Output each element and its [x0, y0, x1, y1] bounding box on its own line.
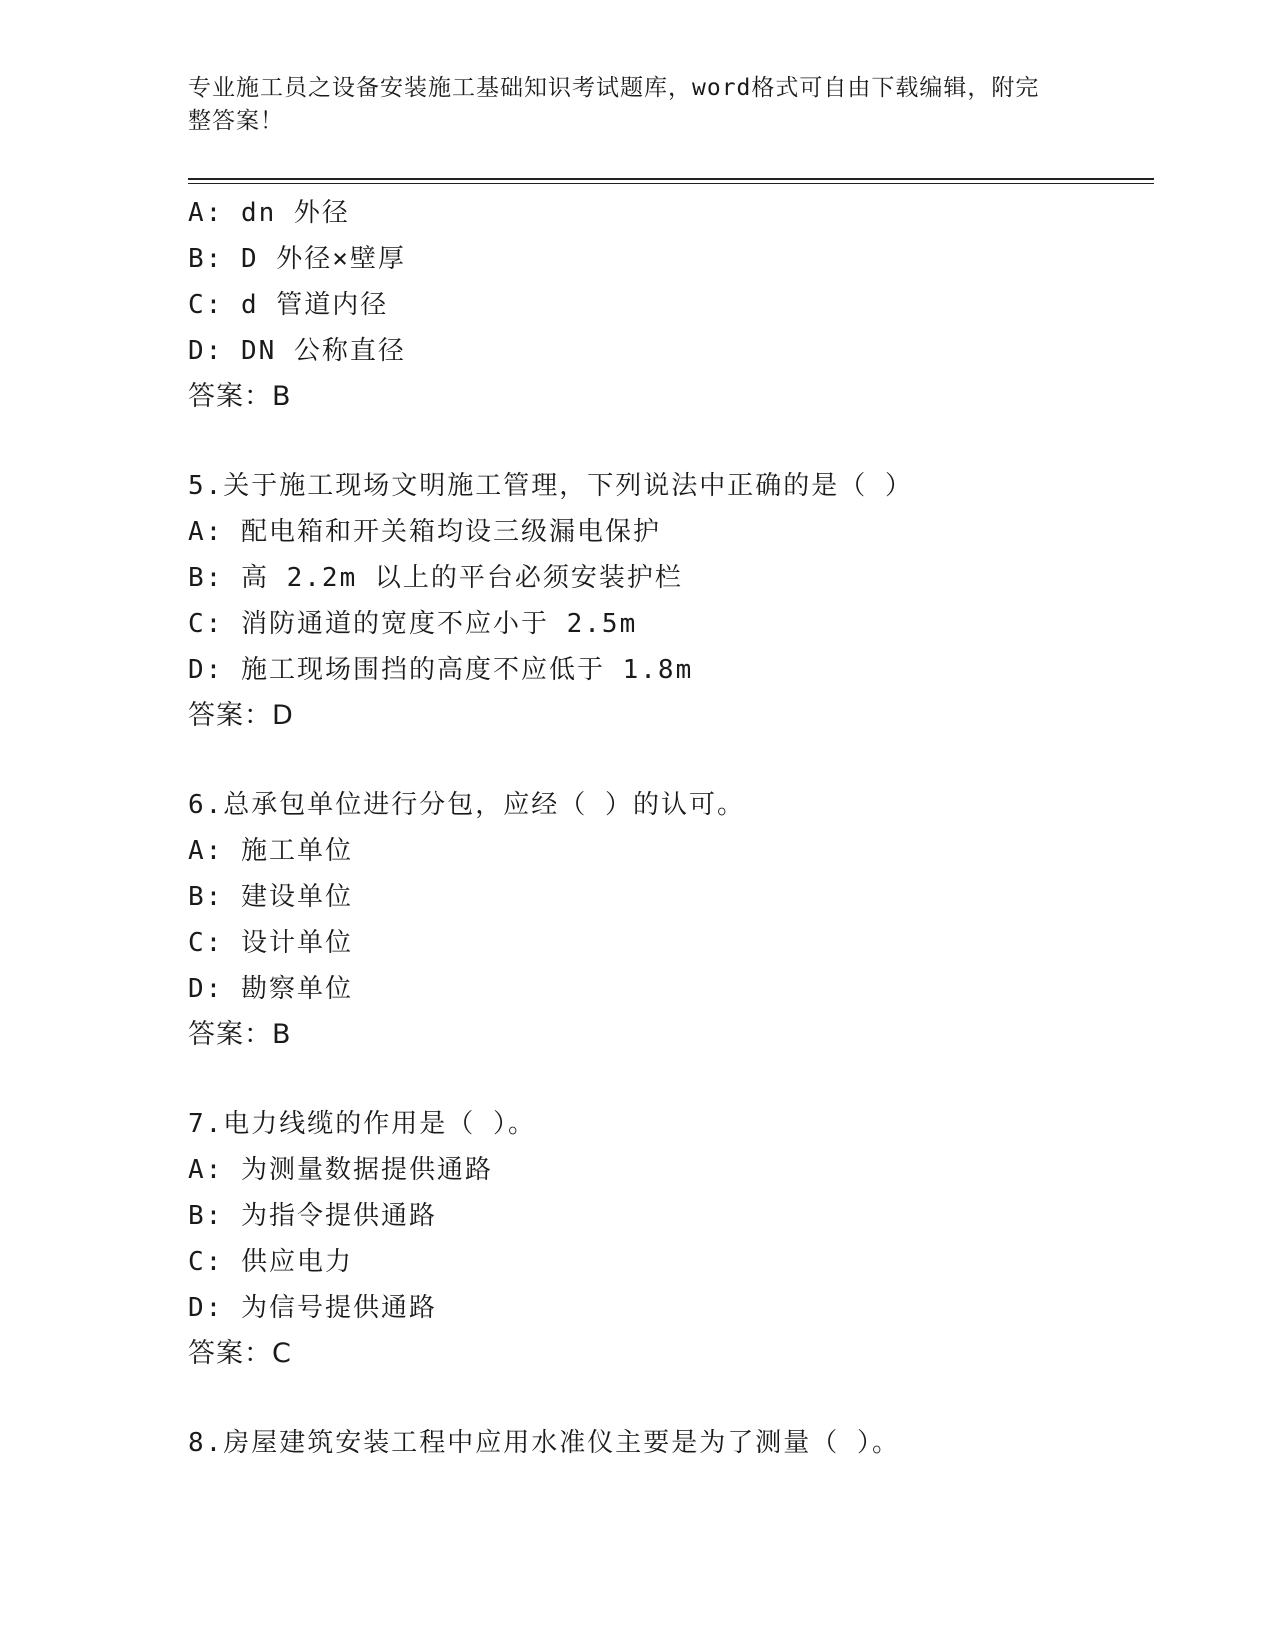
spacer	[188, 739, 1148, 782]
option-b: B: 为指令提供通路	[188, 1201, 437, 1231]
header-rule-thick	[188, 178, 1154, 180]
question-list	[188, 190, 1148, 1466]
option-c: C: d 管道内径	[188, 290, 389, 320]
question-8	[188, 1420, 1148, 1466]
question-7	[188, 1101, 1148, 1377]
option-a: A: 施工单位	[188, 836, 353, 866]
question-5	[188, 463, 1148, 739]
spacer	[188, 420, 1148, 463]
question-text: 8.房屋建筑安装工程中应用水准仪主要是为了测量（ ）。	[188, 1428, 900, 1458]
option-b: B: 建设单位	[188, 882, 353, 912]
answer: 答案：B	[188, 381, 292, 412]
option-d: D: 施工现场围挡的高度不应低于 1.8m	[188, 655, 694, 685]
option-c: C: 设计单位	[188, 928, 353, 958]
question-6	[188, 782, 1148, 1058]
option-b: B: 高 2.2m 以上的平台必须安装护栏	[188, 563, 683, 593]
option-a: A: dn 外径	[188, 198, 350, 228]
option-c: C: 消防通道的宽度不应小于 2.5m	[188, 609, 638, 639]
option-b: B: D 外径×壁厚	[188, 244, 406, 274]
question-text: 5.关于施工现场文明施工管理，下列说法中正确的是（ ）	[188, 471, 913, 501]
document-header	[188, 72, 1078, 138]
option-d: D: DN 公称直径	[188, 336, 406, 366]
answer: 答案：B	[188, 1019, 292, 1050]
option-a: A: 配电箱和开关箱均设三级漏电保护	[188, 517, 661, 547]
option-d: D: 勘察单位	[188, 974, 353, 1004]
spacer	[188, 1377, 1148, 1420]
spacer	[188, 1058, 1148, 1101]
answer: 答案：C	[188, 1338, 292, 1369]
header-rule-thin	[188, 183, 1154, 184]
header-line-2: 整答案！	[188, 108, 284, 134]
question-text: 6.总承包单位进行分包，应经（ ）的认可。	[188, 790, 745, 820]
header-line-1: 专业施工员之设备安装施工基础知识考试题库，word格式可自由下载编辑，附完	[188, 75, 1040, 101]
answer: 答案：D	[188, 700, 294, 731]
option-d: D: 为信号提供通路	[188, 1293, 437, 1323]
question-4	[188, 190, 1148, 420]
option-c: C: 供应电力	[188, 1247, 353, 1277]
question-text: 7.电力线缆的作用是（ ）。	[188, 1109, 536, 1139]
option-a: A: 为测量数据提供通路	[188, 1155, 493, 1185]
